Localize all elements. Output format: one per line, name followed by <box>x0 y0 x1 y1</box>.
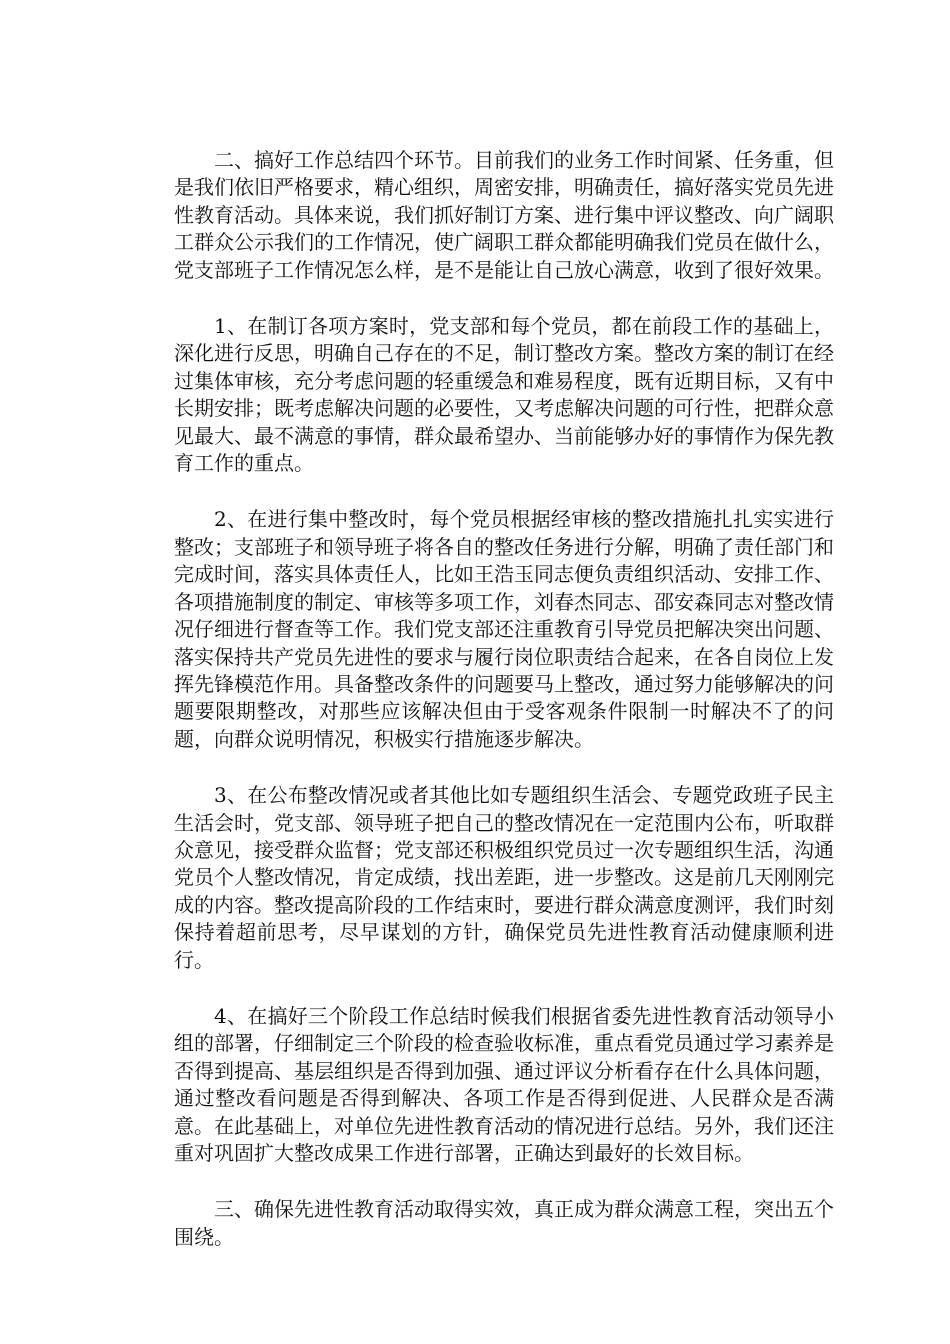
paragraph-section-two: 二、搞好工作总结四个环节。目前我们的业务工作时间紧、任务重，但是我们依旧严格要求，精心组织，周密安排，明确责任，搞好落实党员先进性教育活动。具体来说，我们抓好制订方案、进行集中评议整改、向广阔职工群众公示我们的工作情况，使广阔职工群众都能明确我们党员在做什么，党支部班子工作情况怎么样，是不是能让自己放心满意，收到了很好效果。 <box>174 148 834 282</box>
paragraph-item-1: 1、在制订各项方案时，党支部和每个党员，都在前段工作的基础上，深化进行反思，明确自己存在的不足，制订整改方案。整改方案的制订在经过集体审核，充分考虑问题的轻重缓急和难易程度，既有近期目标，又有中长期安排；既考虑解决问题的必要性，又考虑解决问题的可行性，把群众意见最大、最不满意的事情，群众最希望办、当前能够办好的事情作为保先教育工作的重点。 <box>174 314 834 476</box>
paragraph-item-4: 4、在搞好三个阶段工作总结时候我们根据省委先进性教育活动领导小组的部署，仔细制定三个阶段的检查验收标准，重点看党员通过学习素养是否得到提高、基层组织是否得到加强、通过评议分析看存在什么具体问题，通过整改看问题是否得到解决、各项工作是否得到促进、人民群众是否满意。在此基础上，对单位先进性教育活动的情况进行总结。另外，我们还注重对巩固扩大整改成果工作进行部署，正确达到最好的长效目标。 <box>174 1003 834 1165</box>
paragraph-section-three: 三、确保先进性教育活动取得实效，真正成为群众满意工程，突出五个围绕。 <box>174 1197 834 1249</box>
paragraph-item-2: 2、在进行集中整改时，每个党员根据经审核的整改措施扎扎实实进行整改；支部班子和领导班子将各自的整改任务进行分解，明确了责任部门和完成时间，落实具体责任人，比如王浩玉同志便负责组织活动、安排工作、各项措施制度的制定、审核等多项工作，刘春杰同志、邵安森同志对整改情况仔细进行督查等工作。我们党支部还注重教育引导党员把解决突出问题、落实保持共产党员先进性的要求与履行岗位职责结合起来，在各自岗位上发挥先锋模范作用。具备整改条件的问题要马上整改，通过努力能够解决的问题要限期整改，对那些应该解决但由于受客观条件限制一时解决不了的问题，向群众说明情况，积极实行措施逐步解决。 <box>174 507 834 751</box>
document-body <box>174 147 834 1280</box>
paragraph-item-3: 3、在公布整改情况或者其他比如专题组织生活会、专题党政班子民主生活会时，党支部、领导班子把自己的整改情况在一定范围内公布，听取群众意见，接受群众监督；党支部还积极组织党员过一次专题组织生活，沟通党员个人整改情况，肯定成绩，找出差距，进一步整改。这是前几天刚刚完成的内容。整改提高阶段的工作结束时，要进行群众满意度测评，我们时刻保持着超前思考，尽早谋划的方针，确保党员先进性教育活动健康顺利进行。 <box>174 783 834 972</box>
